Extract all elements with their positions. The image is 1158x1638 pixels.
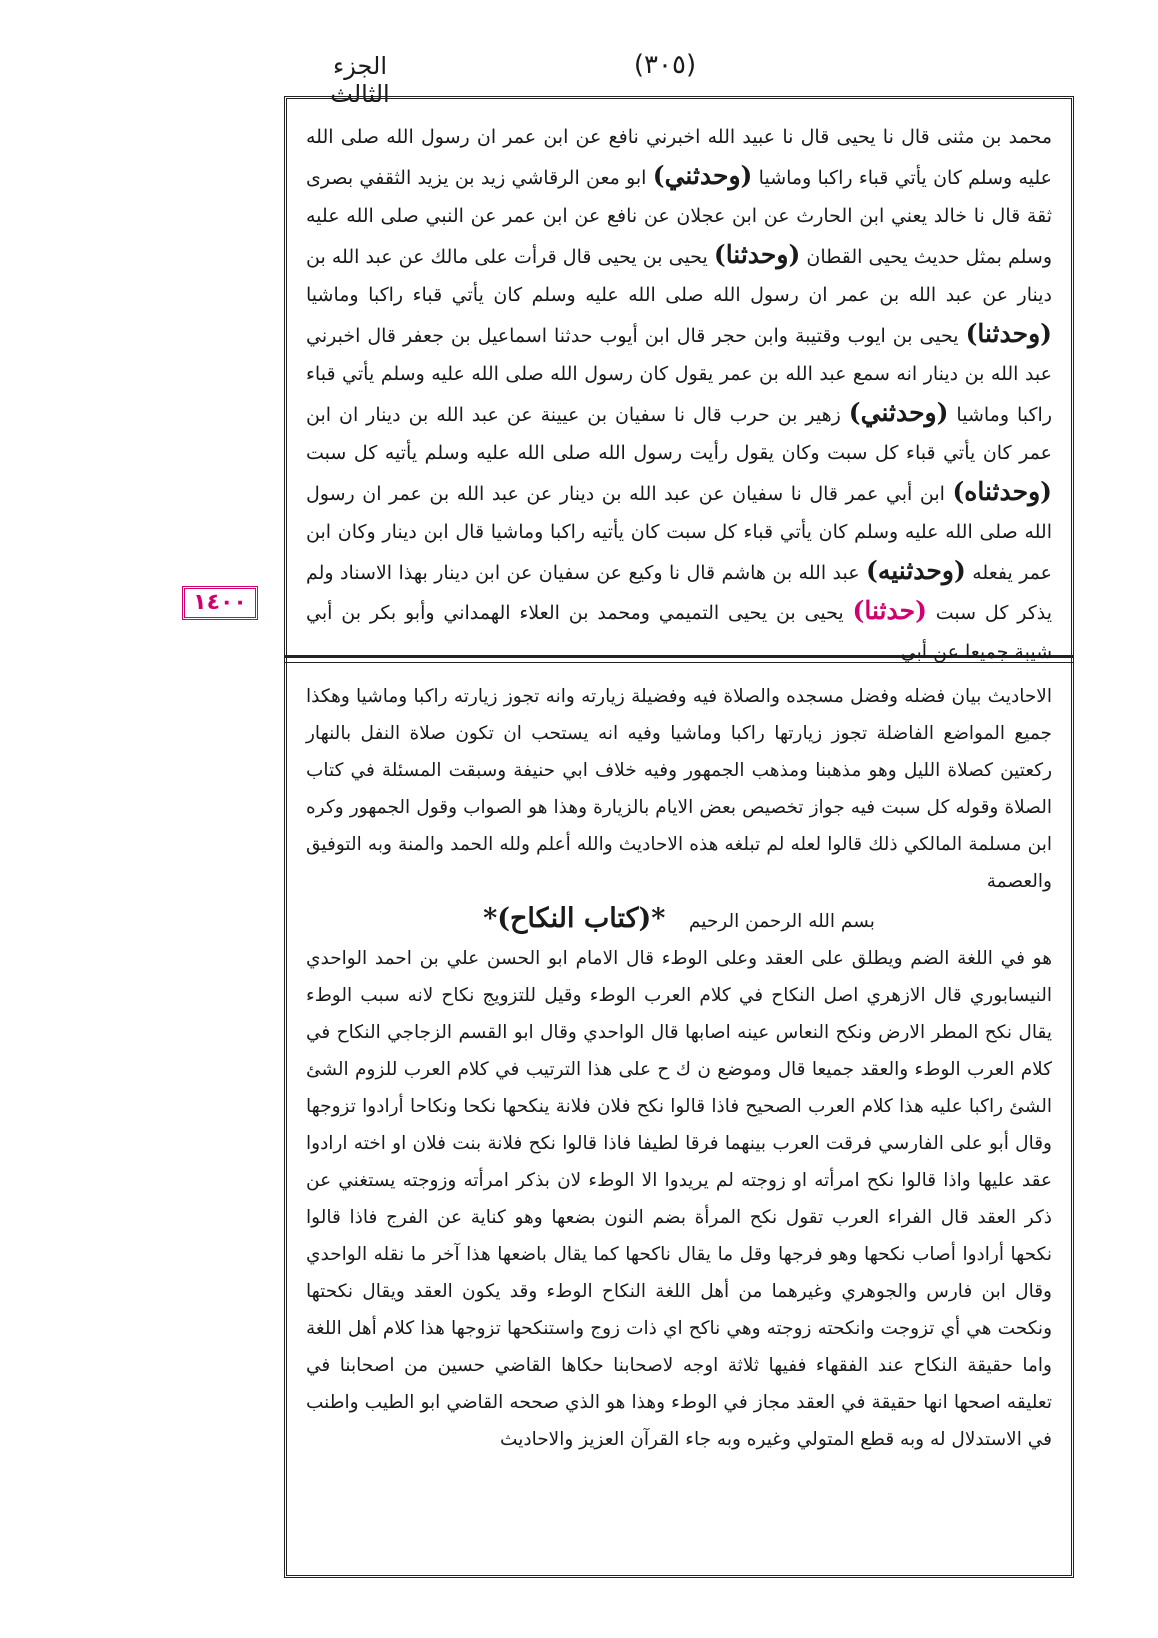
hadith-paragraph: [306, 118, 1052, 671]
haddathana-heading: (وحدثنا): [965, 318, 1052, 348]
commentary-paragraph: الاحاديث بيان فضله وفضل مسجده والصلاة فيه وفضيلة زيارته وانه تجوز زيارته راكبا وماشيا وهكذا جميع المواضع الفاضلة تجوز زيارتها راكبا وماشيا وفيه انه يستحب ان تكون صلاة النفل بالنهار ركعتين كصلاة الليل وهو مذهبنا ومذهب الجمهور وفيه خلاف ابي حنيفة وسبقت المسئلة في كتاب الصلاة وقوله كل سبت فيه جواز تخصيص بعض الايام بالزيارة وهذا هو الصواب وقول الجمهور وكره ابن مسلمة المالكي ذلك قالوا لعله لم تبلغه هذه الاحاديث والله أعلم ولله الحمد والمنة وبه التوفيق والعصمة: [306, 686, 1052, 892]
hadith-text: يحيى بن يحيى التميمي ومحمد بن العلاء الهمداني وأبو بكر بن أبي شيبة جميعا عن أبي: [306, 602, 1052, 663]
kitab-title-line: [306, 900, 1052, 940]
hadith-text-block: [306, 118, 1053, 663]
hadith-text: عبد الله بن هاشم قال نا وكيع عن سفيان عن ابن دينار بهذا الاسناد ولم يذكر كل سبت: [306, 561, 1053, 624]
hadith-text: محمد بن مثنى قال نا يحيى قال نا عبيد الله اخبرني نافع عن ابن عمر ان رسول الله صلى الله عليه وسلم كان يأتي قباء راكبا وماشيا: [306, 126, 1052, 189]
haddathana-heading: (وحدثني): [848, 397, 949, 427]
hadith-text: ابن أبي عمر قال نا سفيان عن عبد الله بن دينار عن عبد الله بن عمر ان رسول الله صلى الله عليه وسلم كان يأتي قباء كل سبت كان يأتيه راكبا وماشيا قال ابن دينار وكان ابن عمر يفعله: [306, 482, 1052, 584]
hadith-text: يحيى بن ايوب وقتيبة وابن حجر قال ابن أيوب حدثنا اسماعيل بن جعفر قال اخبرني عبد الله بن دينار انه سمع عبد الله بن عمر يقول كان رسول الله صلى الله عليه وسلم يأتي قباء راكبا وماشيا: [306, 324, 1053, 426]
haddathana-heading: (وحدثنيه): [866, 555, 966, 585]
haddathana-heading: (وحدثني): [652, 160, 753, 190]
hadith-text: زهير بن حرب قال نا سفيان بن عيينة عن عبد الله بن دينار ان ابن عمر كان يأتي قباء كل سبت وكان يقول رأيت رسول الله صلى الله عليه وسلم يأتيه كل سبت: [306, 403, 1052, 464]
haddathana-heading: (وحدثناه): [952, 476, 1052, 506]
commentary-paragraph: هو في اللغة الضم ويطلق على العقد وعلى الوطء قال الامام ابو الحسن علي بن احمد الواحدي النيسابوري قال الازهري اصل النكاح في كلام العرب الوطء وقيل للتزويج نكاح لانه سبب الوطء يقال نكح المطر الارض ونكح النعاس عينه اصابها قال الواحدي وقال ابو القسم الزجاجي النكاح في كلام العرب الوطء والعقد جميعا قال وموضع ن ك ح على هذا الترتيب في كلام العرب للزوم الشئ الشئ راكبا عليه هذا كلام العرب الصحيح فاذا قالوا نكح فلان فلانة ينكحها نكحا ونكاحا أرادوا تزوجها وقال أبو على الفارسي فرقت العرب بينهما فرقا لطيفا فاذا قالوا نكح فلانة بنت فلان او اخته ارادوا عقد عليها واذا قالوا نكح امرأته او زوجته لم يريدوا الا الوطء لان بذكر امرأته وزوجته يستغني عن ذكر العقد قال الفراء العرب تقول نكح المرأة بضم النون بضعها وهو كناية عن الفرج فاذا قالوا نكحها أرادوا أصاب نكحها وهو فرجها وقل ما يقال ناكحها كما يقال باضعها هذا آخر ما نقله الواحدي وقال ابن فارس والجوهري وغيرهما من أهل اللغة النكاح الوطء وقد يكون العقد ويقال نكحتها ونكحت هي أي تزوجت وانكحته زوجته وهي ناكح اي ذات زوج واستنكحها تزوجها هذا كلام أهل اللغة واما حقيقة النكاح عند الفقهاء ففيها ثلاثة اوجه لاصحابنا حكاها القاضي حسين من اصحابنا في تعليقه اصحها انها حقيقة في العقد مجاز في الوطء وهذا هو الذي صححه القاضي ابو الطيب واطنب في الاستدلال له وبه قطع المتولي وغيره وبه جاء القرآن العزيز والاحاديث: [306, 948, 1052, 1450]
commentary-block: [306, 678, 1052, 1568]
basmala: بسم الله الرحمن الرحيم: [688, 911, 875, 932]
hadith-number-badge: ١٤٠٠: [182, 586, 258, 620]
hadith-text: يحيى بن يحيى قال قرأت على مالك عن عبد الله بن دينار عن عبد الله بن عمر ان رسول الله صلى الله عليه وسلم كان يأتي قباء راكبا وماشيا: [306, 245, 1052, 306]
haddathana-heading: (وحدثنا): [713, 239, 801, 269]
kitab-title: *(كتاب النكاح)*: [483, 903, 666, 934]
hadith-text: ابو معن الرقاشي زيد بن يزيد الثقفي بصرى ثقة قال نا خالد يعني ابن الحارث عن ابن عجلان عن نافع عن ابن عمر عن النبي صلى الله عليه وسلم بمثل حديث يحيى القطان: [306, 166, 1053, 268]
haddathana-heading-highlighted: (حدثنا): [852, 596, 927, 625]
page-number: (٣٠٥): [633, 50, 697, 80]
juz-header: الجزء الثالث: [330, 52, 390, 108]
